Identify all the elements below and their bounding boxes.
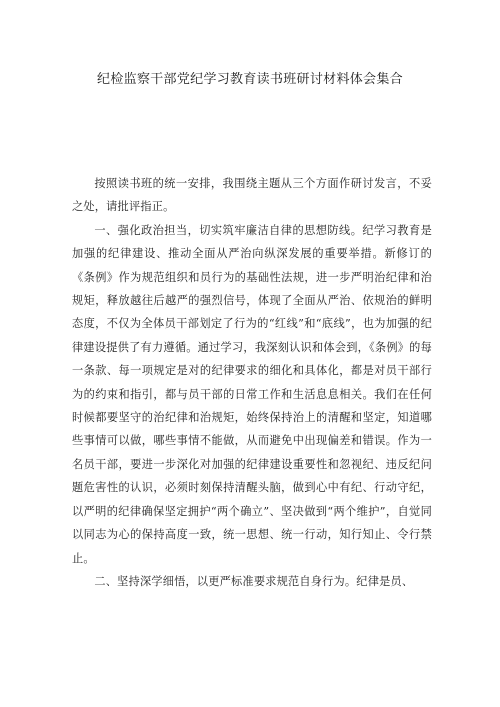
- document-title: 纪检监察干部党纪学习教育读书班研讨材料体会集合: [97, 72, 403, 87]
- document-body: [72, 172, 432, 593]
- paragraph-intro: 按照读书班的统一安排，我围绕主题从三个方面作研讨发言，不妥之处，请批评指正。: [72, 177, 432, 214]
- paragraph-section-1: 一、强化政治担当，切实筑牢廉洁自律的思想防线。纪学习教育是加强的纪律建设、推动全面从严治向纵深发展的重要举措。新修订的《条例》作为规范组织和员行为的基础性法规，进一步严明治纪律和治规矩，释放越往后越严的强烈信号，体现了全面从严治、依规治的鲜明态度，不仅为全体员干部划定了行为的“红线”和“底线”，也为加强的纪律建设提供了有力遵循。通过学习，我深刻认识和体会到，《条例》的每一条款、每一项规定是对的纪律要求的细化和具体化，都是对员干部行为的约束和指引，都与员干部的日常工作和生活息息相关。我们在任何时候都要坚守的治纪律和治规矩，始终保持治上的清醒和坚定，知道哪些事情可以做，哪些事情不能做，从而避免中出现偏差和错误。作为一名员干部，要进一步深化对加强的纪律建设重要性和忽视纪、违反纪问题危害性的认识，必须时刻保持清醒头脑，做到心中有纪、行动守纪，以严明的纪律确保坚定拥护“两个确立”、坚决做到“两个维护”，自觉同以同志为心的保持高度一致，统一思想、统一行动，知行知止、令行禁止。: [72, 223, 432, 565]
- paragraph-section-2: 二、坚持深学细悟，以更严标准要求规范自身行为。纪律是员、: [94, 574, 414, 588]
